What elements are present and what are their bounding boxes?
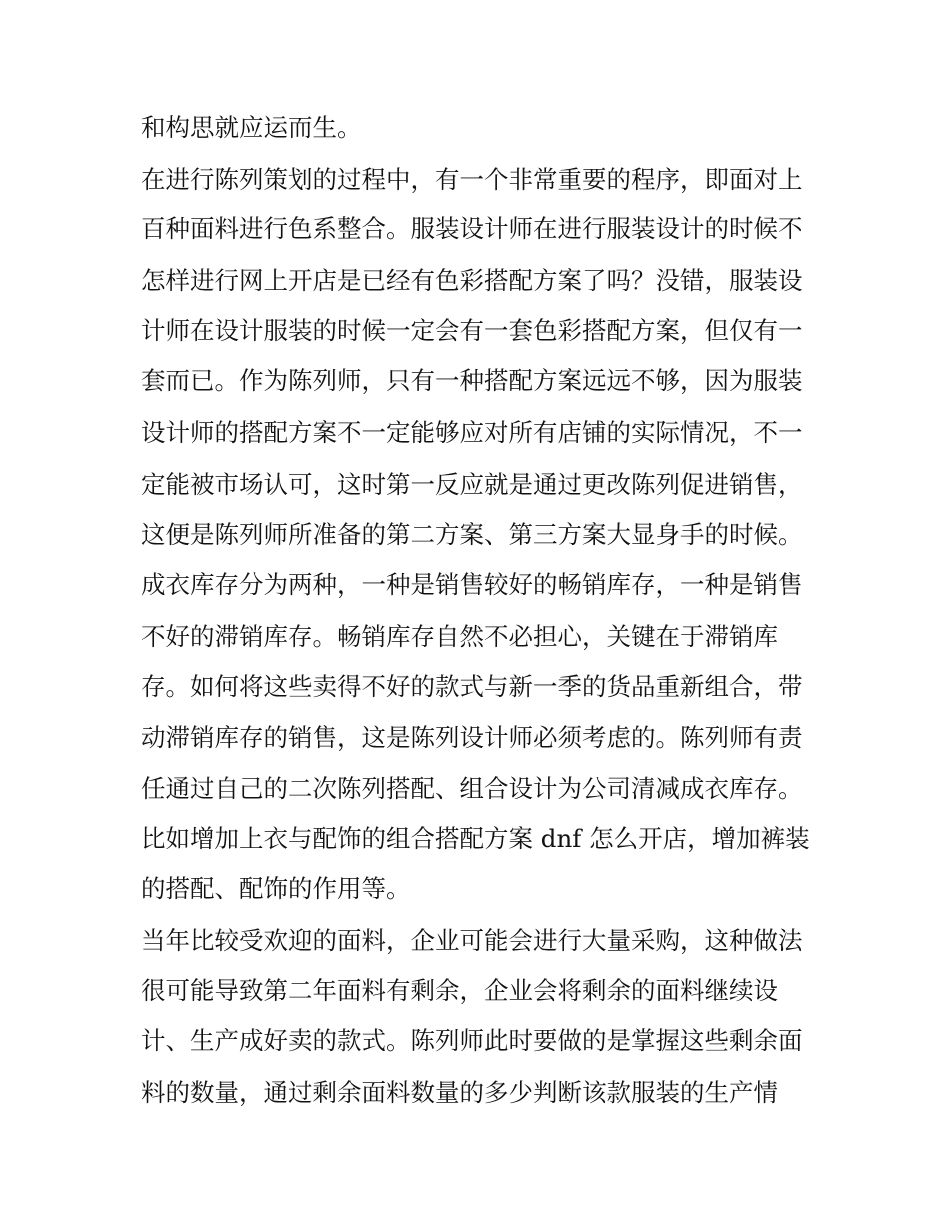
text-line: 设计师的搭配方案不一定能够应对所有店铺的实际情况，不一 — [141, 418, 803, 447]
text-line: 的搭配、配饰的作用等。 — [141, 874, 411, 903]
text-line: 料的数量，通过剩余面料数量的多少判断该款服装的生产情 — [141, 1078, 778, 1107]
text-line: 套而已。作为陈列师，只有一种搭配方案远远不够，因为服装 — [141, 366, 803, 395]
text-line: 怎样进行网上开店是已经有色彩搭配方案了吗？没错，服装设 — [141, 266, 803, 295]
text-line: 计师在设计服装的时候一定会有一套色彩搭配方案，但仅有一 — [141, 316, 803, 345]
text-line: 不好的滞销库存。畅销库存自然不必担心，关键在于滞销库 — [141, 622, 778, 651]
text-line: 定能被市场认可，这时第一反应就是通过更改陈列促进销售， — [141, 470, 803, 499]
text-line: 存。如何将这些卖得不好的款式与新一季的货品重新组合，带 — [141, 672, 803, 701]
text-line: 动滞销库存的销售，这是陈列设计师必须考虑的。陈列师有责 — [141, 723, 803, 752]
text-line: 这便是陈列师所准备的第二方案、第三方案大显身手的时候。 — [141, 520, 803, 549]
text-line: 在进行陈列策划的过程中，有一个非常重要的程序，即面对上 — [141, 165, 803, 194]
text-line: 计、生产成好卖的款式。陈列师此时要做的是掌握这些剩余面 — [141, 1026, 803, 1055]
text-line: 很可能导致第二年面料有剩余，企业会将剩余的面料继续设 — [141, 976, 778, 1005]
text-line: 比如增加上衣与配饰的组合搭配方案 dnf 怎么开店，增加裤装 — [141, 824, 810, 853]
text-line: 和构思就应运而生。 — [141, 113, 362, 142]
text-line: 当年比较受欢迎的面料，企业可能会进行大量采购，这种做法 — [141, 926, 803, 955]
text-line: 成衣库存分为两种，一种是销售较好的畅销库存，一种是销售 — [141, 570, 803, 599]
text-line: 百种面料进行色系整合。服装设计师在进行服装设计的时候不 — [141, 214, 803, 243]
text-line: 任通过自己的二次陈列搭配、组合设计为公司清减成衣库存。 — [141, 774, 803, 803]
